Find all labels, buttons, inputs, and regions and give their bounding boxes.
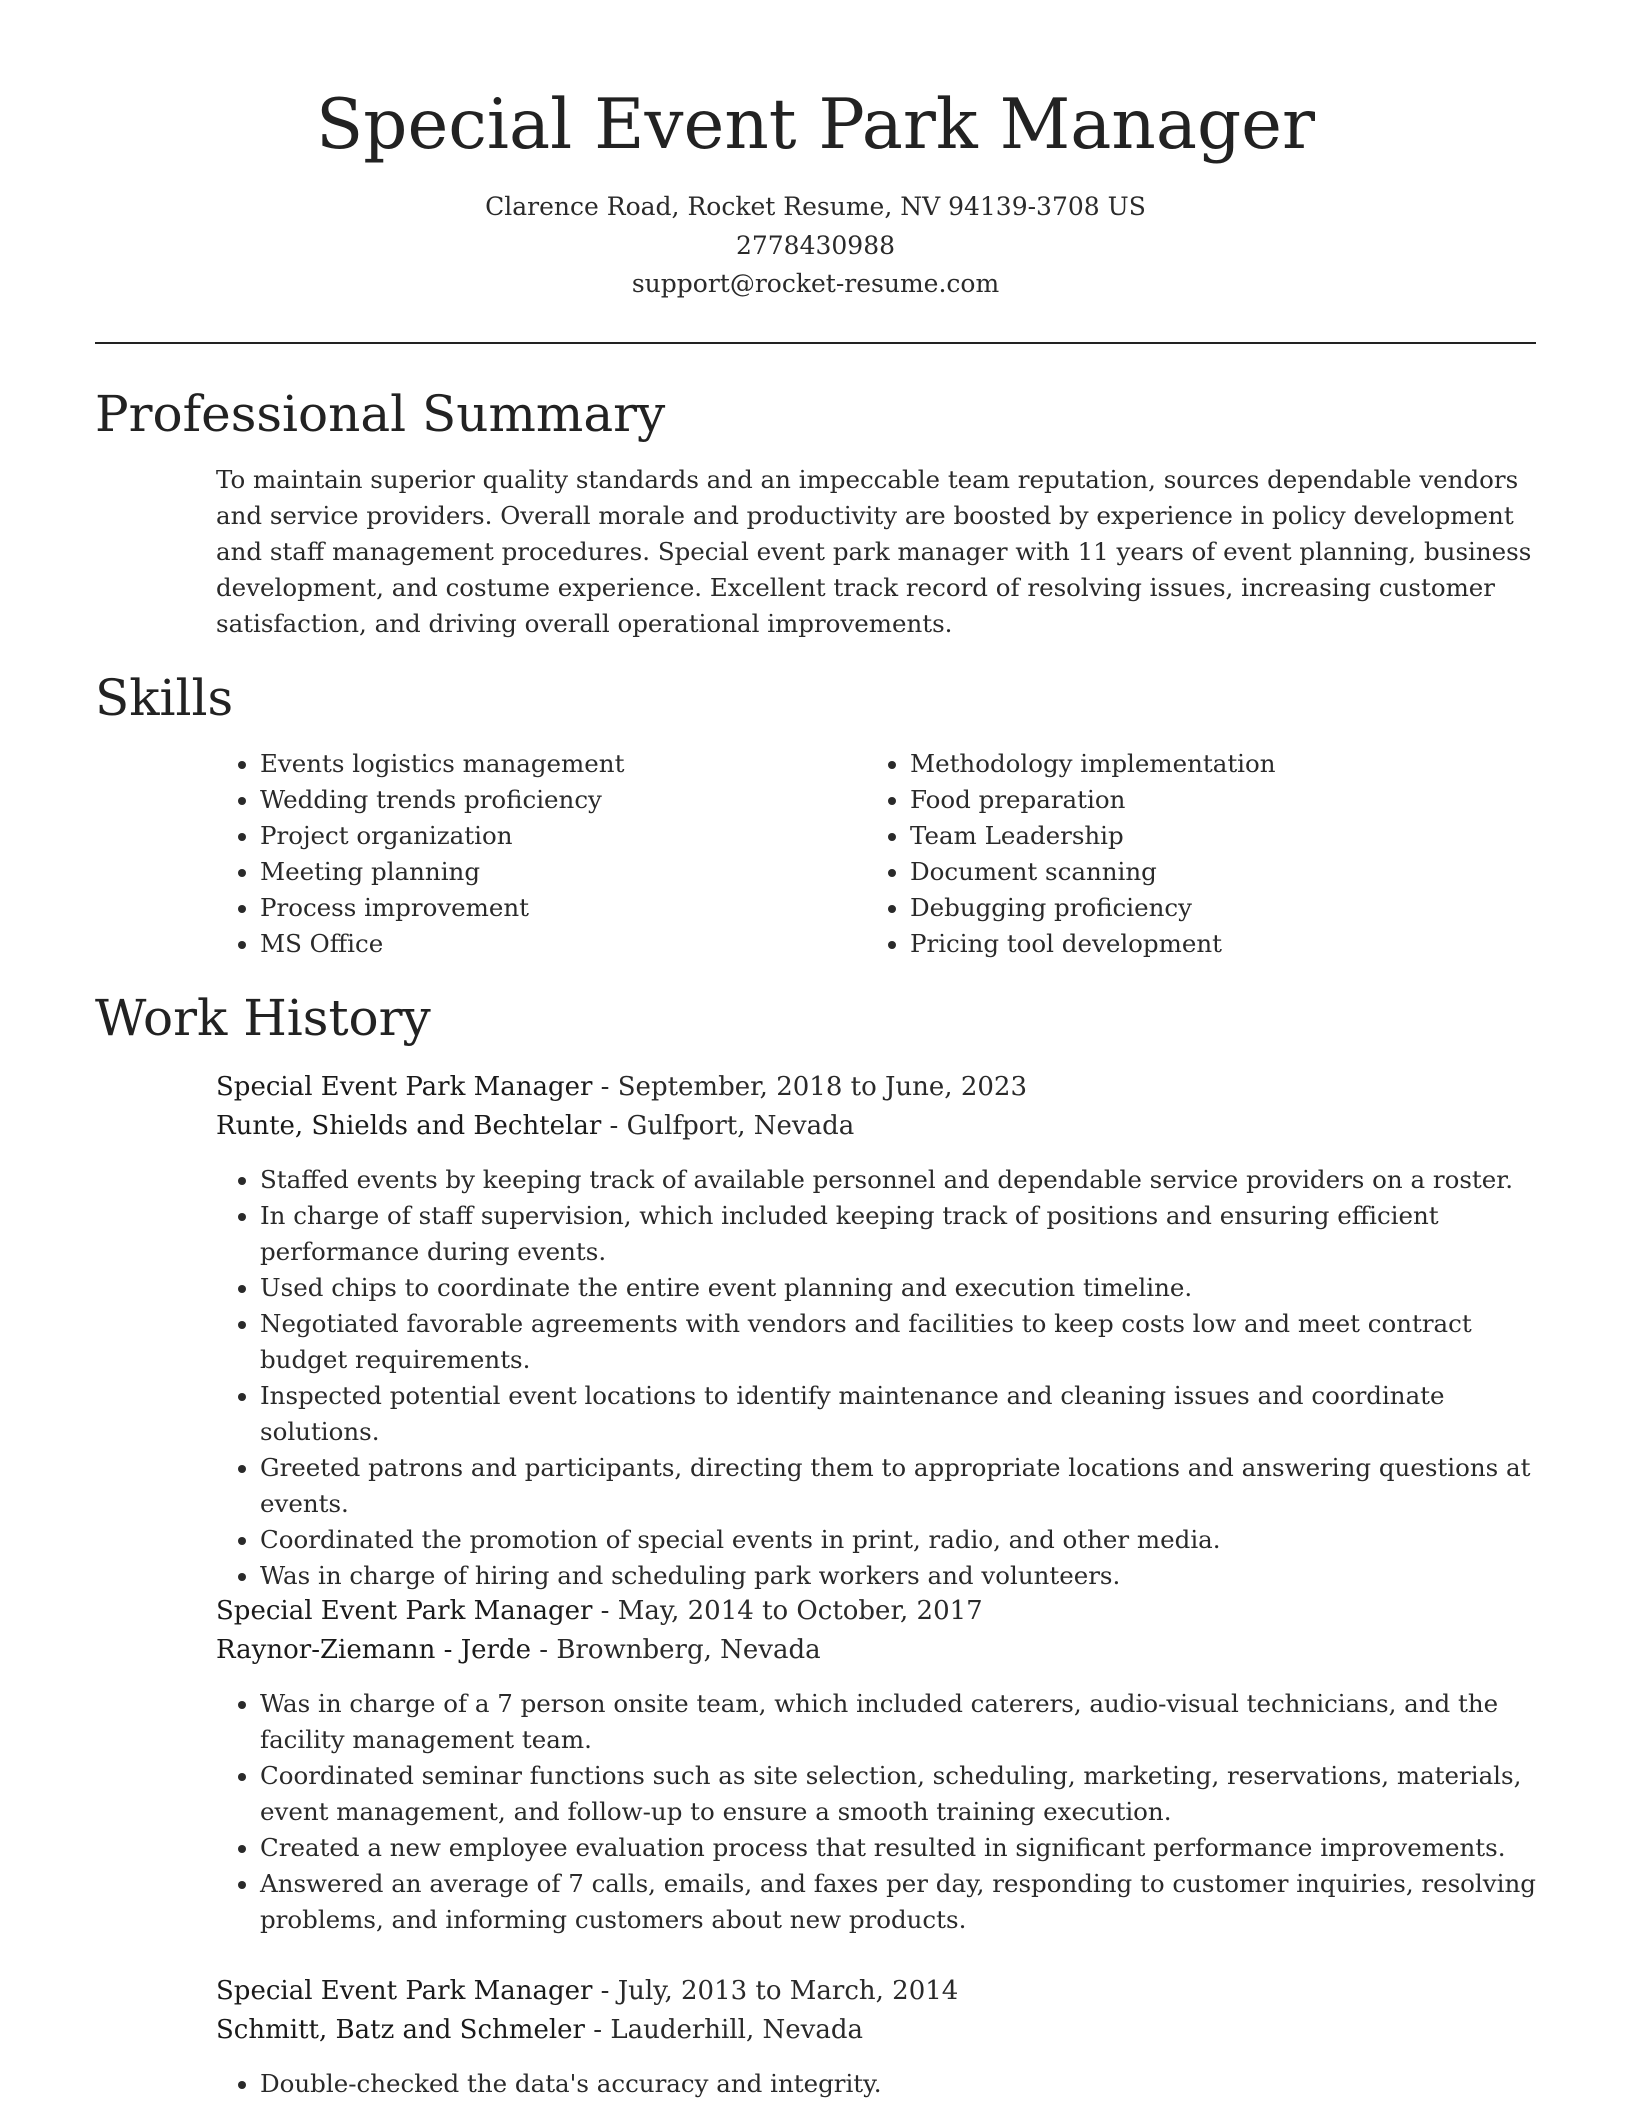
contact-address: Clarence Road, Rocket Resume, NV 94139-3708 US (485, 192, 1146, 221)
job-duties (216, 1686, 1546, 1938)
contact-email: support@rocket-resume.com (631, 269, 1000, 298)
skill-item: • Pricing tool development (910, 926, 1486, 962)
job-entry (216, 1592, 1546, 1938)
job-company: Schmitt, Batz and Schmeler (216, 2015, 585, 2045)
job-duty: • Created a new employee evaluation process that resulted in significant performance improvements. (260, 1830, 1546, 1866)
job-title: Special Event Park Manager (216, 1072, 593, 1102)
skill-item: • Events logistics management (260, 746, 836, 782)
job-duty: • Used chips to coordinate the entire event planning and execution timeline. (260, 1270, 1546, 1306)
job-duty: • Staffed events by keeping track of available personnel and dependable service providers on a roster. (260, 1162, 1546, 1198)
skill-item: • Food preparation (910, 782, 1486, 818)
job-duty: • Coordinated the promotion of special events in print, radio, and other media. (260, 1522, 1546, 1558)
job-dates: May, 2014 to October, 2017 (617, 1596, 983, 1626)
job-duty: • Negotiated favorable agreements with vendors and facilities to keep costs low and meet contract budget requirements. (260, 1306, 1546, 1378)
job-title-line: Special Event Park Manager - May, 2014 to October, 2017 (216, 1596, 983, 1626)
summary-heading: Professional Summary (95, 385, 666, 443)
job-company: Raynor-Ziemann - Jerde (216, 1635, 531, 1665)
job-title: Special Event Park Manager (216, 1596, 593, 1626)
job-title: Special Event Park Manager (216, 1976, 593, 2006)
job-entry (216, 1068, 1546, 1594)
job-duties (216, 2066, 1546, 2102)
job-duty: • Double-checked the data's accuracy and integrity. (260, 2066, 1546, 2102)
job-duty: • Was in charge of a 7 person onsite team, which included caterers, audio-visual technicians, and the facility management team. (260, 1686, 1546, 1758)
skill-item: • Process improvement (260, 890, 836, 926)
job-location: Gulfport, Nevada (626, 1111, 855, 1141)
skill-item: • Methodology implementation (910, 746, 1486, 782)
job-title-line: Special Event Park Manager - September, 2018 to June, 2023 (216, 1072, 1028, 1102)
job-location: Brownberg, Nevada (556, 1635, 821, 1665)
resume-header (95, 80, 1536, 304)
skill-item: • Debugging proficiency (910, 890, 1486, 926)
job-duty: • Greeted patrons and participants, directing them to appropriate locations and answering questions at events. (260, 1450, 1546, 1522)
candidate-name: Special Event Park Manager (316, 85, 1315, 165)
job-duties (216, 1162, 1546, 1594)
skill-item: • Meeting planning (260, 854, 836, 890)
skills-column-left (216, 746, 836, 962)
header-divider (95, 342, 1536, 344)
skills-list-right (866, 746, 1486, 962)
job-location: Lauderhill, Nevada (610, 2015, 863, 2045)
skill-item: • MS Office (260, 926, 836, 962)
contact-phone: 2778430988 (735, 230, 896, 260)
work-history-heading: Work History (95, 989, 431, 1047)
job-company-line: Runte, Shields and Bechtelar - Gulfport, Nevada (216, 1111, 855, 1141)
skills-column-right (866, 746, 1486, 962)
job-dates: July, 2013 to March, 2014 (617, 1976, 959, 2006)
job-company-line: Schmitt, Batz and Schmeler - Lauderhill, Nevada (216, 2015, 863, 2045)
job-title-line: Special Event Park Manager - July, 2013 to March, 2014 (216, 1976, 959, 2006)
skill-item: • Team Leadership (910, 818, 1486, 854)
job-duty: • Was in charge of hiring and scheduling park workers and volunteers. (260, 1558, 1546, 1594)
summary-text: To maintain superior quality standards and an impeccable team reputation, sources dependable vendors and service providers. Overall morale and productivity are boosted by experience in policy development and staff management procedures. Special event park manager with 11 years of event planning, business development, and costume experience. Excellent track record of resolving issues, increasing customer satisfaction, and driving overall operational improvements. (216, 465, 1532, 638)
job-duty: • In charge of staff supervision, which included keeping track of positions and ensuring efficient performance during events. (260, 1198, 1546, 1270)
job-dates: September, 2018 to June, 2023 (617, 1072, 1028, 1102)
job-entry (216, 1972, 1546, 2102)
job-company-line: Raynor-Ziemann - Jerde - Brownberg, Nevada (216, 1635, 821, 1665)
job-duty: • Answered an average of 7 calls, emails, and faxes per day, responding to customer inquiries, resolving problems, and informing customers about new products. (260, 1866, 1546, 1938)
job-duty: • Coordinated seminar functions such as site selection, scheduling, marketing, reservations, materials, event management, and follow-up to ensure a smooth training execution. (260, 1758, 1546, 1830)
skill-item: • Wedding trends proficiency (260, 782, 836, 818)
skills-list-left (216, 746, 836, 962)
job-company: Runte, Shields and Bechtelar (216, 1111, 602, 1141)
job-duty: • Inspected potential event locations to identify maintenance and cleaning issues and coordinate solutions. (260, 1378, 1546, 1450)
skill-item: • Project organization (260, 818, 836, 854)
skill-item: • Document scanning (910, 854, 1486, 890)
skills-heading: Skills (95, 669, 234, 727)
